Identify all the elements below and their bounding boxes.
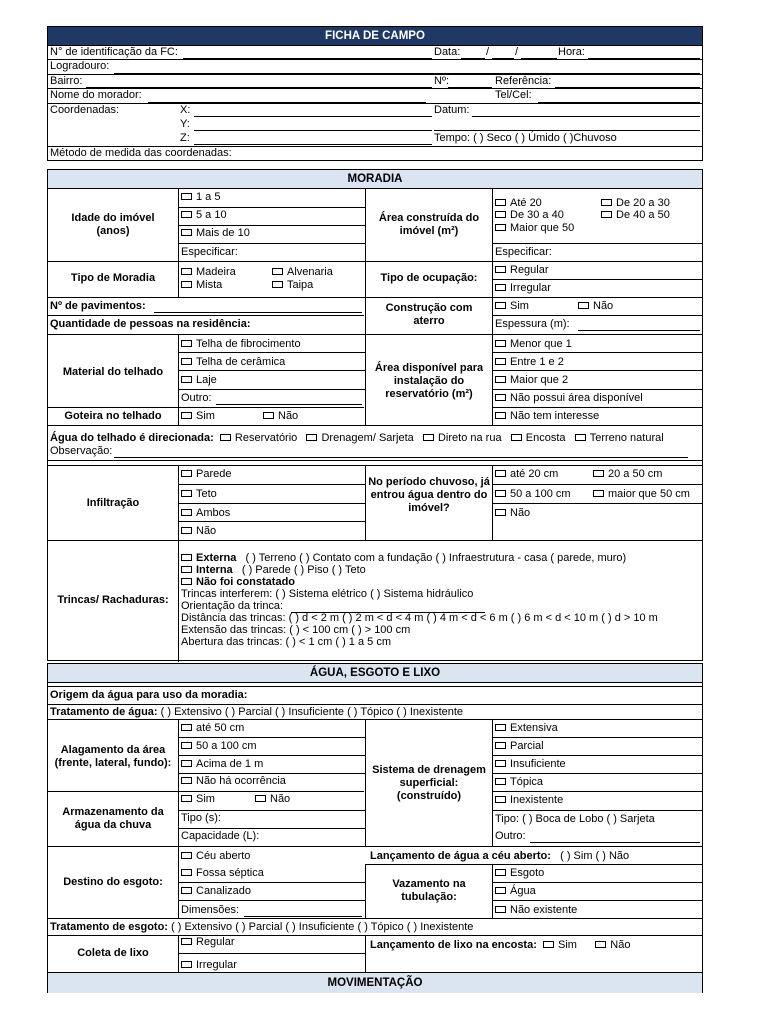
esgoto-option[interactable]: Céu aberto (181, 850, 250, 863)
moradia-header: MORADIA (48, 170, 702, 189)
checkbox-icon (575, 434, 586, 441)
infiltracao-option[interactable]: Teto (181, 488, 217, 501)
reservatorio-option[interactable]: Entre 1 e 2 (495, 356, 564, 369)
ocupacao-label: Tipo de ocupação: (380, 272, 478, 284)
checkbox-icon (181, 938, 192, 945)
reservatorio-option[interactable]: Não possui área disponível (495, 392, 643, 405)
infiltracao-option[interactable]: Parede (181, 468, 231, 481)
checkbox-icon (495, 906, 506, 913)
espessura-field[interactable] (578, 330, 700, 331)
drenagem-option[interactable]: Extensiva (495, 722, 558, 735)
date-month-field[interactable] (492, 58, 514, 59)
telcel-label: Tel/Cel: (495, 89, 532, 101)
area-especificar[interactable]: Especificar: (495, 246, 552, 258)
checkbox-icon (495, 412, 506, 419)
telhado-option[interactable]: Telha de fibrocimento (181, 338, 301, 351)
agua-telhado-label: Água do telhado é direcionada: (50, 432, 214, 444)
date-sep-1: / (486, 46, 490, 58)
datum-field[interactable] (472, 116, 700, 117)
drenagem-option[interactable]: Inexistente (495, 794, 563, 807)
checkbox-icon (181, 193, 192, 200)
checkbox-icon (181, 742, 192, 749)
checkbox-icon (601, 199, 612, 206)
chuvoso-option[interactable]: 50 a 100 cm (495, 488, 571, 501)
idade-option[interactable]: Mais de 10 (181, 227, 250, 240)
checkbox-icon (495, 376, 506, 383)
agua-header: ÁGUA, ESGOTO E LIXO (48, 664, 702, 683)
armazenamento-nao[interactable]: Não (255, 793, 290, 806)
checkbox-icon (306, 434, 317, 441)
alagamento-option[interactable]: Acima de 1 m (181, 758, 263, 771)
area-option[interactable]: De 40 a 50 (601, 209, 670, 222)
alagamento-option[interactable]: 50 a 100 cm (181, 740, 257, 753)
aterro-nao[interactable]: Não (578, 300, 613, 313)
coordenadas-label: Coordenadas: (50, 104, 120, 116)
tipo-moradia-label: Tipo de Moradia (70, 272, 156, 284)
checkbox-icon (272, 268, 283, 275)
armazenamento-tipos[interactable]: Tipo (s): (181, 812, 221, 824)
checkbox-icon (181, 490, 192, 497)
telhado-option[interactable]: Laje (181, 374, 217, 387)
coord-x-label: X: (180, 104, 191, 116)
checkbox-icon (181, 527, 192, 534)
checkbox-icon (495, 742, 506, 749)
tratamento-agua-row[interactable]: Tratamento de água: ( ) Extensivo ( ) Parcial ( ) Insuficiente ( ) Tópico ( ) Inexistente (50, 706, 464, 718)
checkbox-icon (181, 340, 192, 347)
agua-section (47, 663, 703, 993)
trincas-interna-row[interactable]: Interna ( ) Parede ( ) Piso ( ) Teto (181, 564, 366, 577)
agua-telhado-option[interactable]: Direto na rua (417, 432, 502, 444)
reservatorio-option[interactable]: Menor que 1 (495, 338, 572, 351)
checkbox-icon (495, 778, 506, 785)
esgoto-option[interactable]: Fossa séptica (181, 867, 264, 880)
alagamento-label: Alagamento da área (frente, lateral, fundo): (54, 744, 172, 769)
tipo-option[interactable]: Mista (181, 279, 222, 292)
checkbox-icon (495, 284, 506, 291)
lancamento-lixo-row: Lançamento de lixo na encosta: Sim Não (370, 939, 631, 951)
checkbox-icon (181, 852, 192, 859)
checkbox-icon (255, 795, 266, 802)
observacao-label: Observação: (50, 445, 113, 457)
alagamento-option[interactable]: Não há ocorrência (181, 775, 286, 788)
area-option[interactable]: Maior que 50 (495, 222, 574, 235)
idade-option[interactable]: 1 a 5 (181, 191, 220, 204)
agua-telhado-row (50, 432, 664, 445)
lixo-encosta-nao[interactable]: Não (595, 939, 630, 951)
agua-telhado-option[interactable]: Terreno natural (569, 432, 664, 444)
goteira-nao[interactable]: Não (263, 410, 298, 423)
metodo-label: Método de medida das coordenadas: (50, 147, 232, 159)
date-day-field[interactable] (461, 58, 485, 59)
reservatorio-option[interactable]: Não tem interesse (495, 410, 599, 423)
drenagem-option[interactable]: Tópica (495, 776, 543, 789)
moradia-section (47, 169, 703, 661)
bairro-label: Bairro: (50, 75, 83, 87)
checkbox-icon (495, 760, 506, 767)
lixo-encosta-sim[interactable]: Sim (543, 939, 577, 951)
espessura-label: Espessura (m): (495, 318, 570, 330)
telhado-label: Material do telhado (62, 366, 164, 378)
metodo-field[interactable] (244, 160, 700, 161)
pavimentos-label: Nº de pavimentos: (50, 300, 146, 312)
agua-telhado-option[interactable]: Encosta (505, 432, 566, 444)
checkbox-icon (593, 470, 604, 477)
coord-z-label: Z: (180, 132, 190, 144)
checkbox-icon (181, 869, 192, 876)
checkbox-icon (181, 795, 192, 802)
lixo-option[interactable]: Regular (181, 936, 235, 949)
checkbox-icon (495, 869, 506, 876)
checkbox-icon (181, 268, 192, 275)
tempo-options[interactable]: Tempo: ( ) Seco ( ) Úmido ( )Chuvoso (434, 132, 617, 144)
chuvoso-option[interactable]: Não (495, 507, 530, 520)
trincas-nao-constatado[interactable]: Não foi constatado (181, 576, 295, 589)
drenagem-outro[interactable]: Outro: (495, 830, 526, 842)
checkbox-icon (181, 412, 192, 419)
esgoto-dimensoes[interactable]: Dimensões: (181, 904, 240, 916)
morador-label: Nome do morador: (50, 89, 142, 101)
checkbox-icon (495, 796, 506, 803)
checkbox-icon (511, 434, 522, 441)
date-sep-2: / (515, 46, 519, 58)
drenagem-tipo[interactable]: Tipo: ( ) Boca de Lobo ( ) Sarjeta (495, 813, 655, 825)
checkbox-icon (220, 434, 231, 441)
checkbox-icon (495, 358, 506, 365)
checkbox-icon (181, 554, 192, 561)
checkbox-icon (495, 394, 506, 401)
checkbox-icon (263, 412, 274, 419)
bairro-field[interactable] (86, 87, 432, 88)
checkbox-icon (578, 302, 589, 309)
vazamento-option[interactable]: Esgoto (495, 867, 544, 880)
id-fc-label: N° de identificação da FC: (50, 46, 178, 58)
checkbox-icon (601, 211, 612, 218)
agua-telhado-option[interactable]: Drenagem/ Sarjeta (300, 432, 413, 444)
checkbox-icon (181, 777, 192, 784)
checkbox-icon (181, 376, 192, 383)
goteira-label: Goteira no telhado (64, 410, 162, 422)
goteira-sim[interactable]: Sim (181, 410, 215, 423)
chuvoso-option[interactable]: maior que 50 cm (593, 488, 690, 501)
numero-label: Nº: (434, 75, 450, 87)
time-field[interactable] (588, 58, 700, 59)
checkbox-icon (593, 490, 604, 497)
coord-y-field[interactable] (194, 130, 432, 131)
checkbox-icon (181, 887, 192, 894)
observacao-field[interactable] (114, 457, 688, 458)
checkbox-icon (495, 470, 506, 477)
pessoas-label: Quantidade de pessoas na residência: (50, 318, 251, 330)
armazenamento-sim[interactable]: Sim (181, 793, 215, 806)
lixo-label: Coleta de lixo (77, 947, 149, 959)
area-option[interactable]: Até 20 (495, 197, 542, 210)
checkbox-icon (543, 941, 554, 948)
checkbox-icon (495, 724, 506, 731)
armazenamento-label: Armazenamento da água da chuva (62, 806, 164, 831)
esgoto-label: Destino do esgoto: (63, 876, 163, 888)
numero-field[interactable] (448, 87, 492, 88)
aterro-sim[interactable]: Sim (495, 300, 529, 313)
form-title: FICHA DE CAMPO (48, 27, 702, 45)
checkbox-icon (495, 224, 506, 231)
vazamento-option[interactable]: Não existente (495, 904, 577, 917)
reservatorio-label: Área disponível para instalação do reservatório (m²) (374, 362, 484, 400)
movimentacao-header: MOVIMENTAÇÃO (48, 972, 702, 993)
armazenamento-capacidade[interactable]: Capacidade (L): (181, 830, 260, 842)
trincas-extensao[interactable]: Extensão das trincas: ( ) < 100 cm ( ) > 100 cm (181, 624, 411, 636)
checkbox-icon (181, 566, 192, 573)
id-fc-field[interactable] (183, 58, 432, 59)
checkbox-icon (495, 340, 506, 347)
lancamento-ceu-row[interactable]: Lançamento de água a céu aberto: ( ) Sim ( ) Não (370, 850, 630, 862)
coord-y-label: Y: (180, 118, 190, 130)
morador-field[interactable] (148, 102, 426, 103)
chuvoso-option[interactable]: até 20 cm (495, 468, 558, 481)
infiltracao-option[interactable]: Ambos (181, 507, 230, 520)
trincas-distancia[interactable]: Distância das trincas: ( ) d < 2 m ( ) 2 m < d < 4 m ( ) 4 m < d < 6 m ( ) 6 m < d < 10 m ( ) d > 10 m (181, 612, 658, 624)
checkbox-icon (181, 281, 192, 288)
idade-option[interactable]: 5 a 10 (181, 209, 227, 222)
checkbox-icon (495, 490, 506, 497)
reservatorio-option[interactable]: Maior que 2 (495, 374, 568, 387)
checkbox-icon (181, 578, 192, 585)
checkbox-icon (181, 211, 192, 218)
checkbox-icon (495, 509, 506, 516)
trincas-externa-row[interactable]: Externa ( ) Terreno ( ) Contato com a fundação ( ) Infraestrutura - casa ( parede, muro) (181, 552, 626, 565)
area-option[interactable]: De 30 a 40 (495, 209, 564, 222)
checkbox-icon (495, 211, 506, 218)
logradouro-label: Logradouro: (50, 60, 110, 72)
date-label: Data: (434, 46, 461, 58)
lixo-option[interactable]: Irregular (181, 959, 237, 972)
telcel-field[interactable] (538, 102, 700, 103)
trincas-abertura[interactable]: Abertura das trincas: ( ) < 1 cm ( ) 1 a 5 cm (181, 636, 391, 648)
trincas-orientacao: Orientação da trinca: (181, 600, 284, 612)
referencia-label: Referência: (495, 75, 552, 87)
tipo-option[interactable]: Madeira (181, 266, 236, 279)
infiltracao-label: Infiltração (86, 497, 140, 509)
checkbox-icon (181, 229, 192, 236)
idade-label: Idade do imóvel (anos) (71, 212, 155, 237)
checkbox-icon (495, 266, 506, 273)
header-section (47, 26, 703, 161)
trincas-label: Trincas/ Rachaduras: (57, 594, 169, 606)
esgoto-option[interactable]: Canalizado (181, 885, 251, 898)
area-option[interactable]: De 20 a 30 (601, 197, 670, 210)
area-label: Área construída do imóvel (m²) (378, 212, 480, 237)
telhado-outro[interactable]: Outro: (181, 392, 212, 404)
vazamento-label: Vazamento na tubulação: (392, 878, 466, 903)
aterro-label: Construção com aterro (385, 302, 473, 327)
infiltracao-option[interactable]: Não (181, 525, 216, 538)
tipo-option[interactable]: Alvenaria (272, 266, 333, 279)
logradouro-field[interactable] (114, 73, 700, 74)
checkbox-icon (423, 434, 434, 441)
drenagem-option[interactable]: Insuficiente (495, 758, 566, 771)
checkbox-icon (495, 199, 506, 206)
coord-x-field[interactable] (194, 116, 432, 117)
agua-telhado-option[interactable]: Reservatório (217, 432, 297, 444)
time-label: Hora: (558, 46, 585, 58)
ocupacao-option[interactable]: Irregular (495, 282, 551, 295)
chuvoso-label: No período chuvoso, já entrou água dentro do imóvel? (368, 476, 490, 514)
tipo-option[interactable]: Taipa (272, 279, 313, 292)
drenagem-label: Sistema de drenagem superficial: (construído) (372, 764, 486, 802)
checkbox-icon (181, 724, 192, 731)
date-year-field[interactable] (521, 58, 557, 59)
checkbox-icon (272, 281, 283, 288)
drenagem-option[interactable]: Parcial (495, 740, 544, 753)
tratamento-esgoto-row[interactable]: Tratamento de esgoto: ( ) Extensivo ( ) Parcial ( ) Insuficiente ( ) Tópico ( ) Inexistente (50, 921, 474, 933)
origem-label: Origem da água para uso da moradia: (50, 689, 248, 701)
checkbox-icon (181, 760, 192, 767)
checkbox-icon (495, 887, 506, 894)
checkbox-icon (181, 470, 192, 477)
ocupacao-option[interactable]: Regular (495, 264, 549, 277)
coord-z-field[interactable] (194, 144, 432, 145)
idade-especificar[interactable]: Especificar: (181, 246, 238, 258)
chuvoso-option[interactable]: 20 a 50 cm (593, 468, 662, 481)
vazamento-option[interactable]: Água (495, 885, 536, 898)
pavimentos-field[interactable] (154, 312, 362, 313)
checkbox-icon (181, 961, 192, 968)
datum-label: Datum: (434, 104, 470, 116)
alagamento-option[interactable]: até 50 cm (181, 722, 244, 735)
checkbox-icon (181, 358, 192, 365)
trincas-interferem[interactable]: Trincas interferem: ( ) Sistema elétrico ( ) Sistema hidráulico (181, 588, 474, 600)
checkbox-icon (595, 941, 606, 948)
checkbox-icon (181, 509, 192, 516)
telhado-option[interactable]: Telha de cerâmica (181, 356, 285, 369)
referencia-field[interactable] (555, 87, 700, 88)
checkbox-icon (495, 302, 506, 309)
